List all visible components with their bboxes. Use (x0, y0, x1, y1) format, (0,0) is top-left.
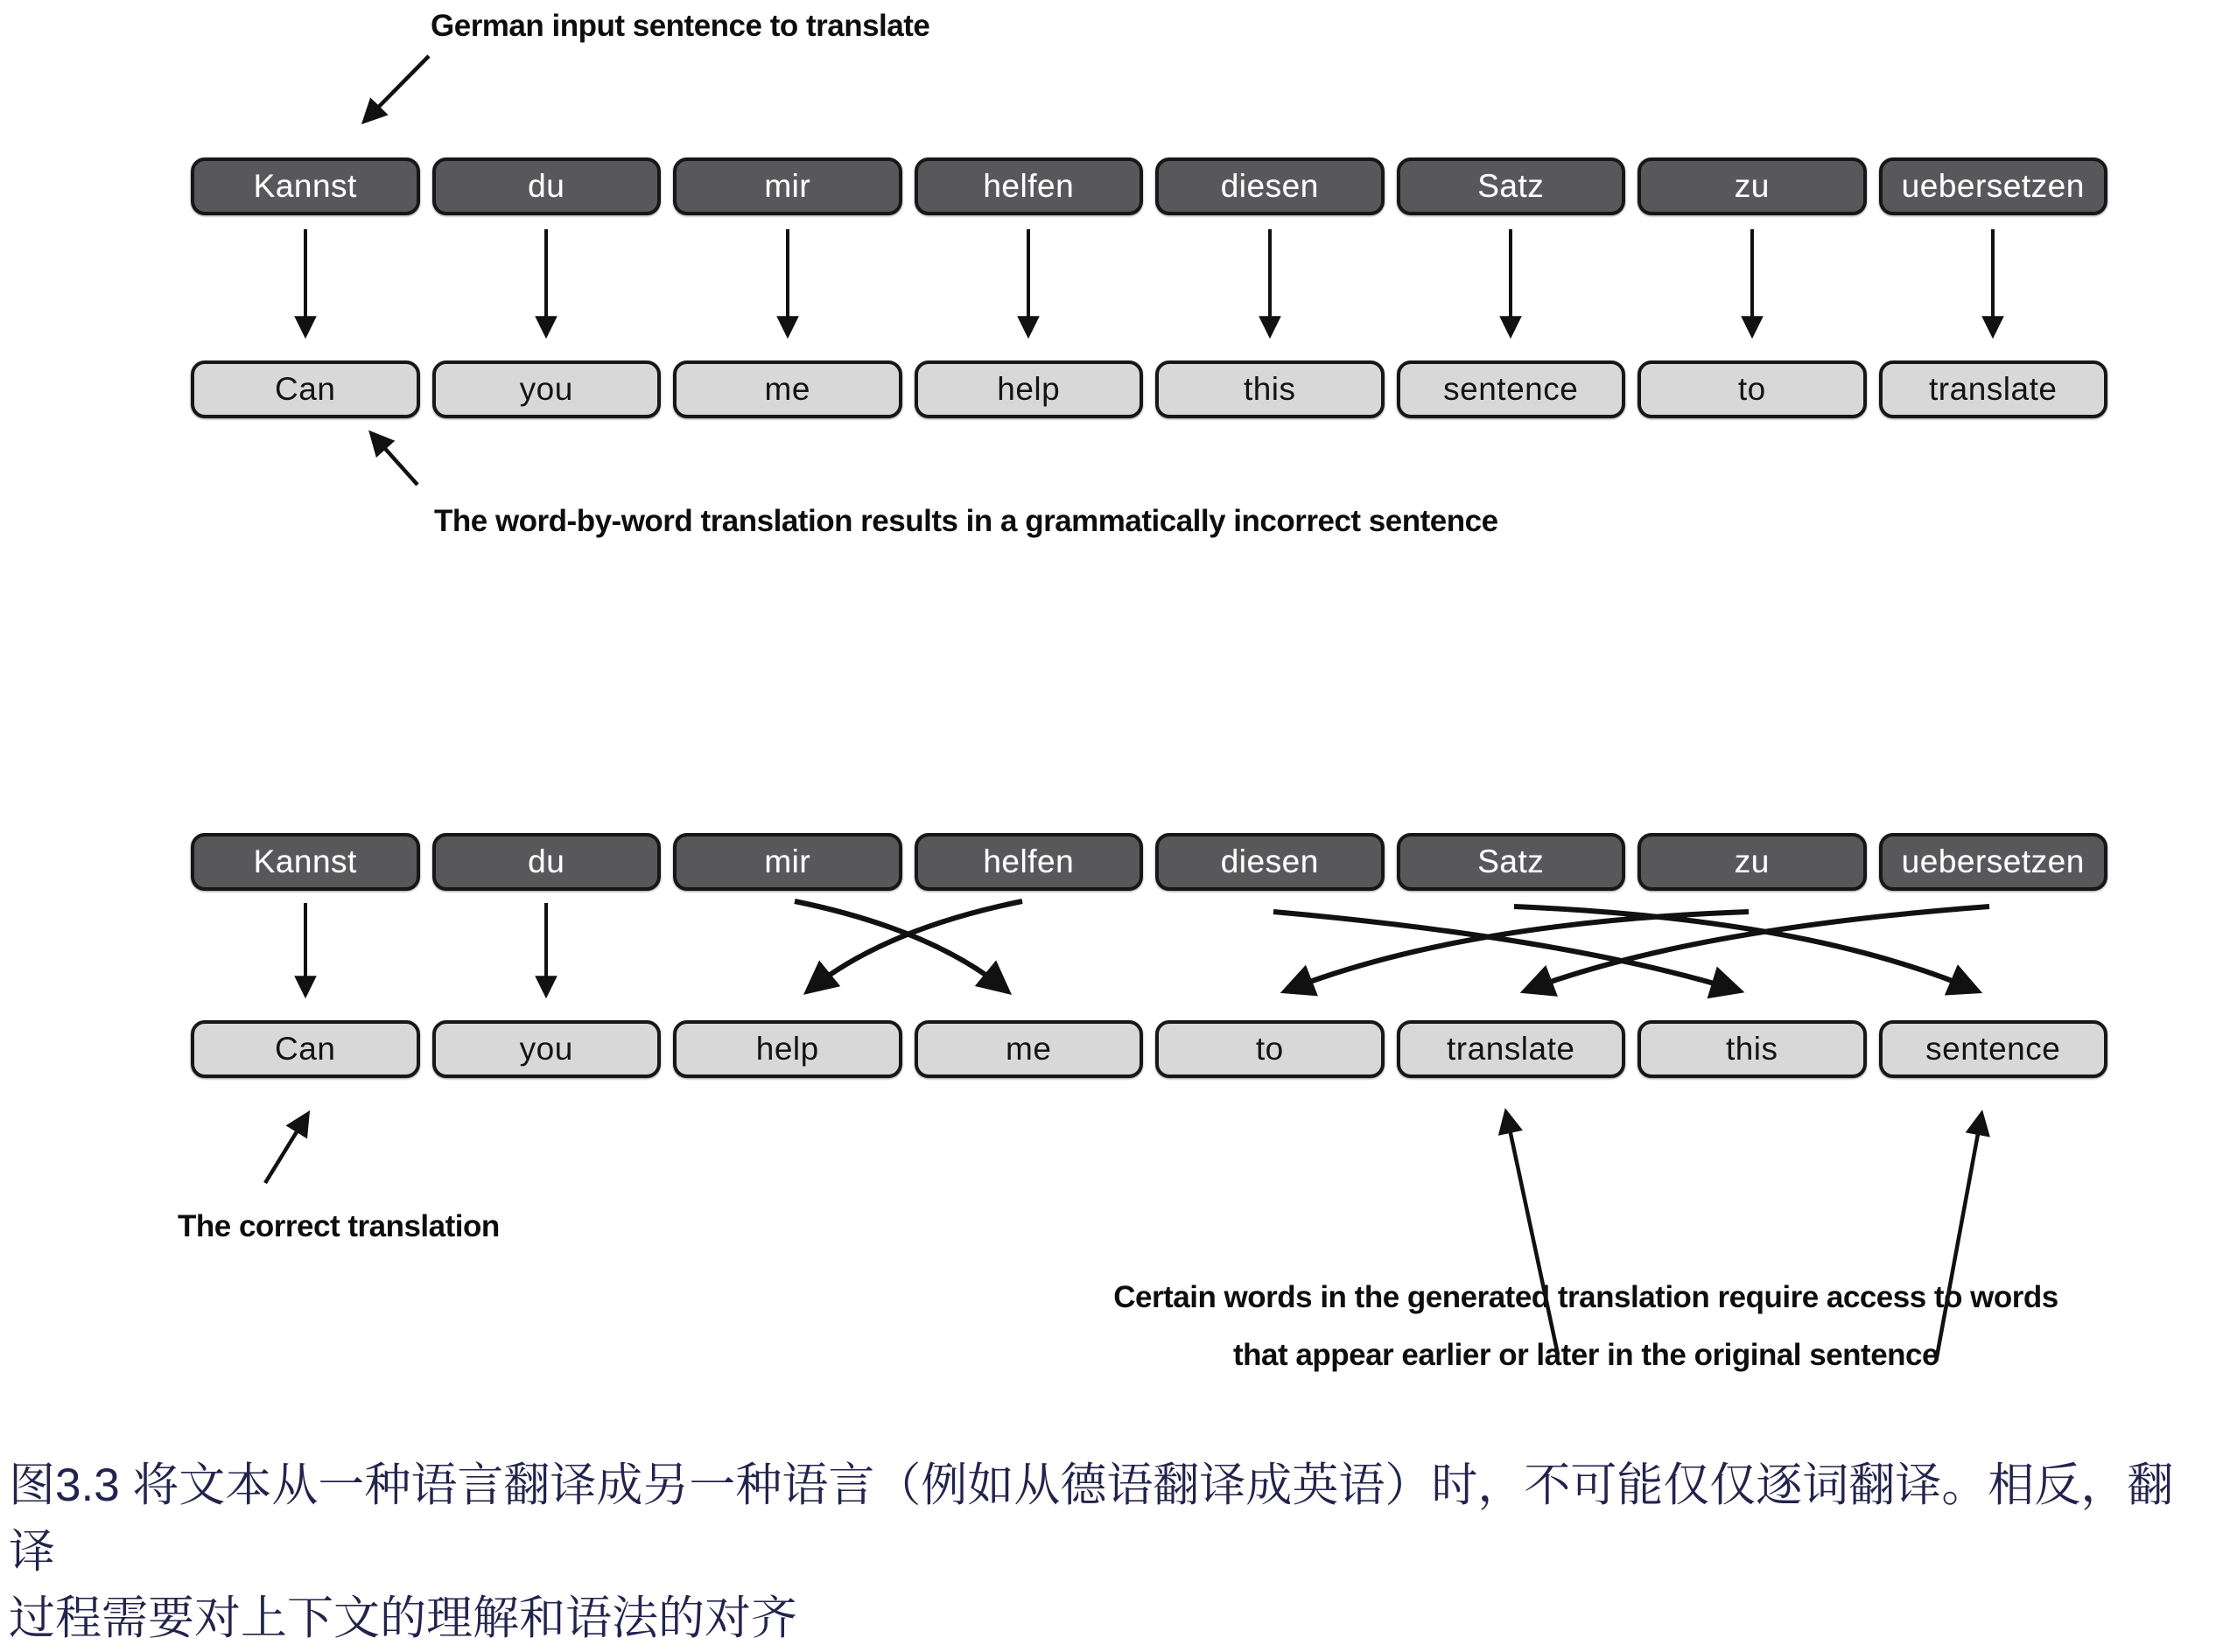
alignment-arrow-mir-me (795, 901, 1006, 990)
word-box-english: me (673, 360, 902, 418)
alignment-arrow-diesen-this (1273, 912, 1738, 990)
word-box-english: you (432, 1020, 662, 1078)
word-box-english: you (432, 360, 662, 418)
word-box-german: helfen (915, 158, 1144, 215)
bottom-alignment-arrows (305, 901, 1989, 994)
figure-caption-line1: 图3.3 将文本从一种语言翻译成另一种语言（例如从德语翻译成英语）时，不可能仅仅逐词翻译。相反，翻译 (9, 1460, 2174, 1578)
word-box-english: translate (1397, 1020, 1626, 1078)
word-box-english: sentence (1397, 360, 1626, 418)
word-box-german: Satz (1397, 833, 1626, 891)
word-box-german: diesen (1155, 833, 1385, 891)
annotation-arrow-correct-translation (265, 1115, 307, 1183)
figure-caption-line2: 过程需要对上下文的理解和语法的对齐 (9, 1592, 797, 1644)
bottom-german-row (191, 833, 2107, 891)
word-box-english: Can (191, 360, 420, 418)
word-box-german: uebersetzen (1879, 158, 2108, 215)
annotation-german-input: German input sentence to translate (431, 9, 930, 43)
word-box-english: help (915, 360, 1144, 418)
word-box-german: du (432, 158, 662, 215)
word-box-german: Kannst (191, 158, 420, 215)
top-english-row (191, 360, 2107, 418)
word-box-english: translate (1879, 360, 2108, 418)
annotation-context-access (956, 1269, 2216, 1384)
alignment-arrow-satz-sentence (1514, 906, 1976, 990)
word-box-english: to (1155, 1020, 1385, 1078)
word-box-english: me (915, 1020, 1144, 1078)
alignment-arrow-helfen-help (809, 901, 1022, 990)
word-box-english: this (1637, 1020, 1867, 1078)
figure-caption (9, 1452, 2188, 1652)
word-box-german: Kannst (191, 833, 420, 891)
word-box-german: uebersetzen (1879, 833, 2108, 891)
word-box-english: to (1637, 360, 1867, 418)
annotation-context-line2: that appear earlier or later in the original sentence (1233, 1338, 1939, 1372)
word-box-german: mir (673, 158, 902, 215)
word-box-german: du (432, 833, 662, 891)
annotation-word-by-word: The word-by-word translation results in a grammatically incorrect sentence (434, 504, 1498, 538)
word-box-english: this (1155, 360, 1385, 418)
word-box-german: zu (1637, 158, 1867, 215)
word-box-german: mir (673, 833, 902, 891)
top-word-by-word-arrows (305, 229, 1993, 334)
alignment-arrow-uebersetzen-translate (1526, 906, 1989, 990)
alignment-arrow-zu-to (1287, 912, 1749, 990)
annotation-context-line1: Certain words in the generated translation require access to words (1113, 1280, 2058, 1314)
word-box-german: diesen (1155, 158, 1385, 215)
word-box-german: helfen (915, 833, 1144, 891)
annotation-correct-translation: The correct translation (178, 1209, 500, 1243)
bottom-english-row (191, 1020, 2107, 1078)
annotation-arrow-german-input (365, 56, 429, 121)
annotation-arrow-word-by-word (372, 434, 417, 485)
word-box-german: zu (1637, 833, 1867, 891)
word-box-english: Can (191, 1020, 420, 1078)
top-german-row (191, 158, 2107, 215)
word-box-english: sentence (1879, 1020, 2108, 1078)
word-box-german: Satz (1397, 158, 1626, 215)
word-box-english: help (673, 1020, 902, 1078)
